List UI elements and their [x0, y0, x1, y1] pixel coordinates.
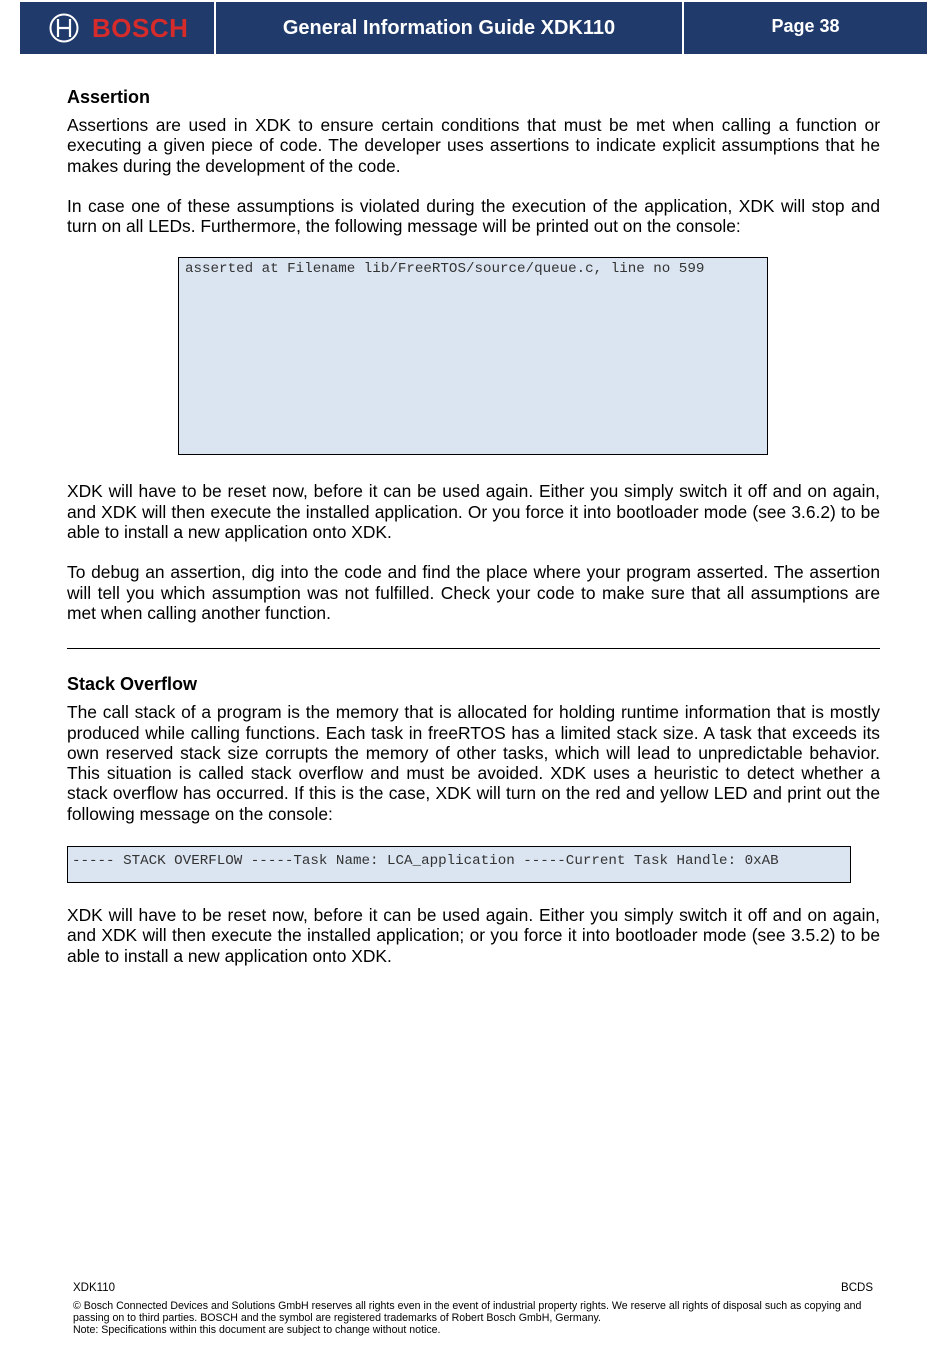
document-title: General Information Guide XDK110 [216, 2, 684, 54]
bosch-armature-icon [49, 13, 79, 43]
assertion-heading: Assertion [67, 87, 151, 107]
assertion-paragraph-2: In case one of these assumptions is violated during the execution of the application, XDK will stop and turn on all LEDs. Furthermore, the following message will be printed out on the console: [67, 195, 880, 237]
footer-spec-note: Note: Specifications within this document are subject to change without notice. [73, 1324, 441, 1336]
footer-product: XDK110 [73, 1282, 115, 1294]
brand-wordmark: BOSCH [92, 12, 189, 43]
page-header [20, 2, 927, 54]
stack-overflow-paragraph-1: The call stack of a program is the memory that is allocated for holding runtime information that is mostly produced while calling functions. Each task in freeRTOS has a limited stack size. A task that exceeds its own reserved stack size corrupts the memory of other tasks, which will lead to unpredictable behavior. This situation is called stack overflow and must be avoided. XDK uses a heuristic to detect whether a stack overflow has occurred. If this is the case, XDK will turn on the red and yellow LED and print out the following message on the console: [67, 702, 880, 824]
brand-logo [20, 2, 216, 54]
page-number: Page 38 [771, 15, 840, 36]
page-content [67, 86, 880, 966]
assertion-paragraph-1: Assertions are used in XDK to ensure certain conditions that must be met when calling a function or executing a given piece of code. The developer uses assertions to indicate explicit assumptions that he makes during the development of the code. [67, 115, 880, 176]
assertion-paragraph-4: To debug an assertion, dig into the code and find the place where your program asserted. The assertion will tell you which assumption was not fulfilled. Check your code to make sure that all assumptions are met when calling another function. [67, 562, 880, 623]
stack-overflow-heading: Stack Overflow [67, 674, 198, 695]
assertion-paragraph-3: XDK will have to be reset now, before it can be used again. Either you simply switch it off and on again, and XDK will then execute the installed application. Or you force it into bootloader mode (see 3.6.2) to be able to install a new application onto XDK. [67, 481, 880, 543]
footer-company: BCDS [841, 1282, 873, 1294]
assertion-console-output: asserted at Filename lib/FreeRTOS/source/queue.c, line no 599 [178, 257, 768, 455]
footer-legal-notice: © Bosch Connected Devices and Solutions GmbH reserves all rights even in the event of industrial property rights. We reserve all rights of disposal such as copying and passing on to third parties. BOSCH and the symbol are registered trademarks of Robert Bosch GmbH, Germany. [73, 1300, 862, 1324]
page-footer [73, 1282, 873, 1336]
stack-overflow-paragraph-2: XDK will have to be reset now, before it can be used again. Either you simply switch it off and on again, and XDK will then execute the installed application; or you force it into bootloader mode (see 3.5.2) to be able to install a new application onto XDK. [67, 905, 880, 966]
stack-overflow-console-output: ----- STACK OVERFLOW -----Task Name: LCA_application -----Current Task Handle: 0xAB [67, 846, 851, 883]
